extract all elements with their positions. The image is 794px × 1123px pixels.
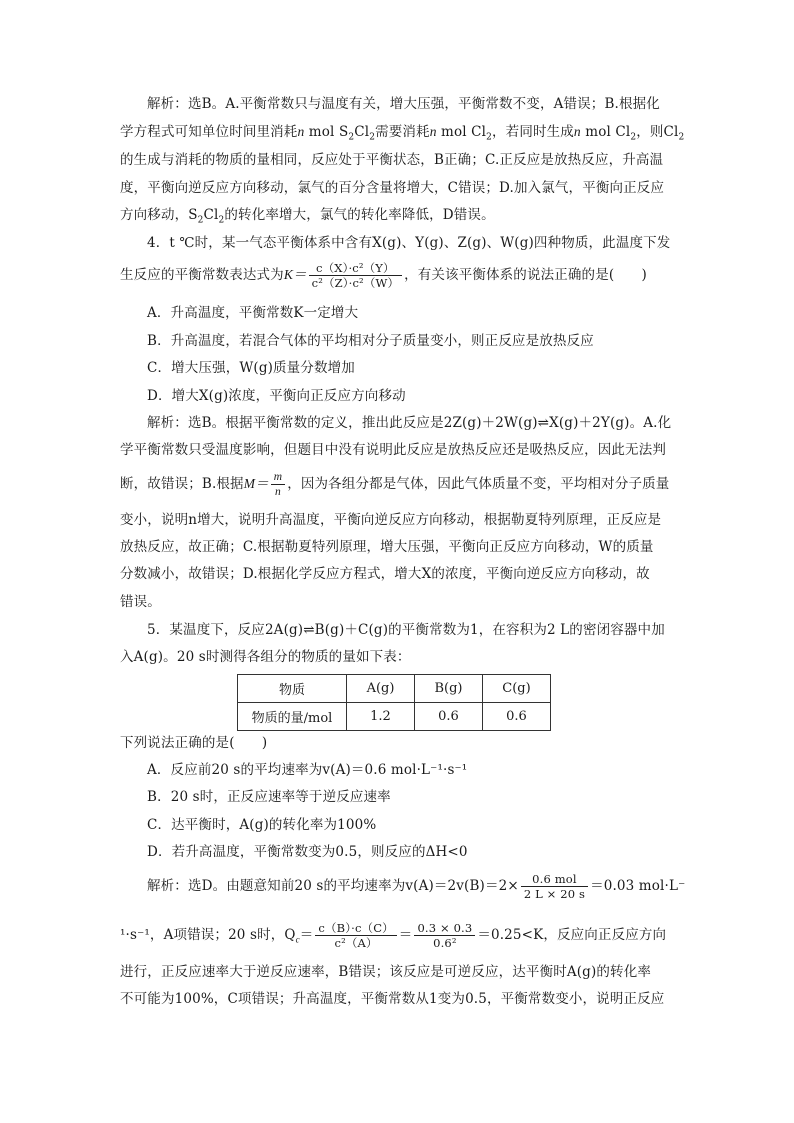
analysis3-line3: 的生成与消耗的物质的量相同，反应处于平衡状态，B正确；C.正反应是放热反应，升高温	[120, 152, 664, 168]
q4-option-d: D．增大X(g)浓度，平衡向正反应方向移动	[147, 388, 406, 404]
rate-fraction: $\frac{\text{0.6 mol}}{2 L \times 20 s}$	[521, 872, 588, 901]
analysis5-line1: 解析：选D。由题意知前20 s的平均速率为v(A)＝2v(B)＝2× $\frac{\text{0.6 mol}}{2 L \times 20 s}$ ＝0.03 mol·L⁻	[147, 872, 686, 901]
q5-question: 下列说法正确的是( )	[120, 735, 268, 751]
q4-option-a: A．升高温度，平衡常数K一定增大	[147, 305, 359, 321]
q5-option-c: C．达平衡时，A(g)的转化率为100%	[147, 817, 377, 833]
table-header-cell: C(g)	[483, 675, 551, 703]
analysis3-line2: 学方程式可知单位时间里消耗n mol $S_2Cl_2$需要消耗n mol $Cl_2$，若同时生成n mol $Cl_2$，则$Cl_2$	[120, 124, 685, 143]
table-header-cell: A(g)	[347, 675, 415, 703]
table-cell: 0.6	[483, 703, 551, 731]
table-cell: 0.6	[415, 703, 483, 731]
q4-option-b: B．升高温度，若混合气体的平均相对分子质量变小，则正反应是放热反应	[147, 333, 594, 349]
q4-stem-line1: 4．t ℃时，某一气态平衡体系中含有X(g)、Y(g)、Z(g)、W(g)四种物质，此温度下发	[147, 235, 671, 251]
q5-stem-line2: 入A(g)。20 s时测得各组分的物质的量如下表：	[120, 649, 411, 665]
analysis4-line3: 断，故错误；B.根据M＝ $\frac{m}{n}$ ，因为各组分都是气体，因此气体质量不变，平均相对分子质量	[120, 471, 670, 498]
q4-k-fraction: $\frac{\text{c（X）·c²（Y）}}{\text{c²（Z）·c²（W）}}$	[309, 261, 402, 290]
table-row	[238, 703, 551, 731]
table-header-cell: B(g)	[415, 675, 483, 703]
analysis4-line7: 错误。	[120, 594, 161, 610]
amount-table	[237, 674, 551, 731]
qc-fraction: $\frac{c(B)\cdot c(C)}{\text{c²（A）}}$	[315, 921, 396, 950]
q5-option-a: A．反应前20 s的平均速率为v(A)＝0.6 mol·L⁻¹·s⁻¹	[147, 762, 468, 778]
qc-value-fraction: $\frac{0.3 \times 0.3}{\text{0.6²}}$	[414, 921, 475, 950]
q4-stem-line2: 生反应的平衡常数表达式为K＝ $\frac{\text{c（X）·c²（Y）}}{\text{c²（Z）·c²（W）}}$ ，有关该平衡体系的说法正确的是( )	[120, 261, 647, 290]
q4-option-c: C．增大压强，W(g)质量分数增加	[147, 360, 355, 376]
q5-stem-line1: 5．某温度下，反应2A(g)⇌B(g)＋C(g)的平衡常数为1，在容积为2 L的密闭容器中加	[147, 622, 665, 638]
analysis5-line3: 进行，正反应速率大于逆反应速率，B错误；该反应是可逆反应，达平衡时A(g)的转化率	[120, 964, 651, 980]
analysis3-line5: 方向移动，$S_2Cl_2$的转化率增大，氯气的转化率降低，D错误。	[120, 207, 495, 226]
analysis4-line4: 变小，说明n增大，说明升高温度，平衡向逆反应方向移动，根据勒夏特列原理，正反应是	[120, 512, 662, 528]
table-header-row	[238, 675, 551, 703]
analysis4-line5: 放热反应，故正确；C.根据勒夏特列原理，增大压强，平衡向正反应方向移动，W的质量	[120, 539, 654, 555]
table-header-cell: 物质	[238, 675, 347, 703]
analysis4-line6: 分数减小，故错误；D.根据化学反应方程式，增大X的浓度，平衡向逆反应方向移动，故	[120, 566, 650, 582]
molar-mass-fraction: $\frac{m}{n}$	[271, 470, 285, 499]
analysis4-line2: 学平衡常数只受温度影响，但题目中没有说明此反应是放热反应还是吸热反应，因此无法判	[120, 442, 666, 458]
analysis4-line1: 解析：选B。根据平衡常数的定义，推出此反应是2Z(g)＋2W(g)⇌X(g)＋2Y(g)。A.化	[147, 415, 672, 431]
q5-option-d: D．若升高温度，平衡常数变为0.5，则反应的ΔH<0	[147, 844, 468, 860]
table-cell: 1.2	[347, 703, 415, 731]
analysis3-line1: 解析：选B。A.平衡常数只与温度有关，增大压强，平衡常数不变，A错误；B.根据化	[147, 96, 660, 112]
analysis3-line4: 度，平衡向逆反应方向移动，氯气的百分含量将增大，C错误；D.加入氯气，平衡向正反应	[120, 180, 665, 196]
analysis5-line2: ¹·s⁻¹，A项错误；20 s时，$Q_c=$ $\frac{c(B)\cdot c(C)}{\text{c²（A）}}$ ＝ $\frac{0.3 \times 0.3}{\text{0.6²}}$ ＝0.25<K，反应向正反应方向	[120, 921, 667, 950]
table-cell: 物质的量/mol	[238, 703, 347, 731]
q5-option-b: B．20 s时，正反应速率等于逆反应速率	[147, 789, 391, 805]
analysis5-line4: 不可能为100%，C项错误；升高温度，平衡常数从1变为0.5，平衡常数变小，说明正反应	[120, 991, 665, 1007]
